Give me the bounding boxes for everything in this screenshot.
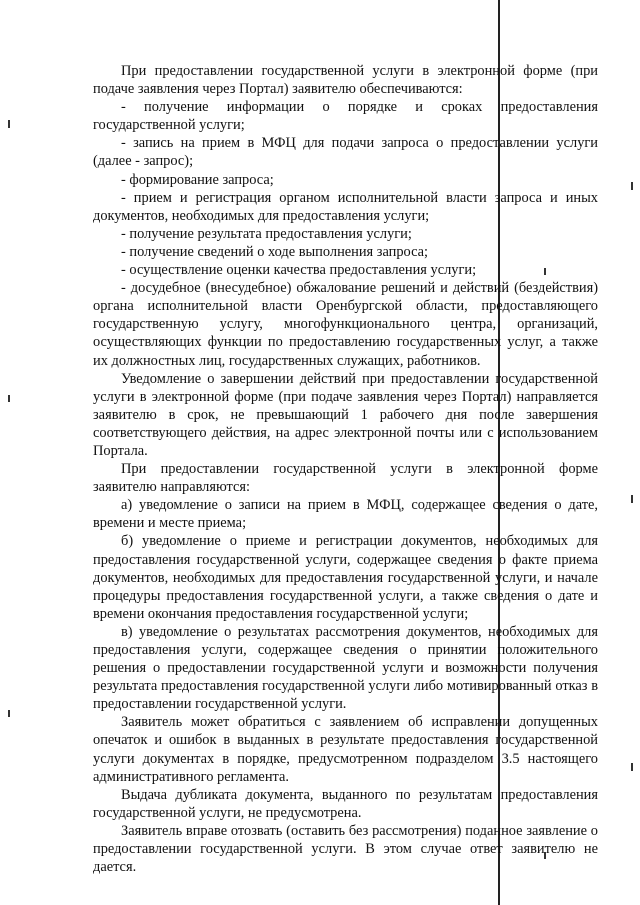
paragraph: Выдача дубликата документа, выданного по результатам предоставления государственной услуги, не предусмотрена.: [93, 786, 598, 821]
paragraph: При предоставлении государственной услуги в электронной форме заявителю направляются:: [93, 461, 598, 496]
list-item: - прием и регистрация органом исполнительной власти запроса и иных документов, необходимых для предоставления услуги;: [93, 189, 598, 224]
list-item: - получение сведений о ходе выполнения запроса;: [121, 243, 429, 260]
list-item: - досудебное (внесудебное) обжалование решений и действий (бездействия) органа исполнительной власти Оренбургской области, предоставляющего государственную услугу, многофункционального центра, организаций, осуществляющих функции по предоставлению государственных услуг, а также их должностных лиц, государственных служащих, работников.: [93, 280, 598, 369]
paragraph: Уведомление о завершении действий при предоставлении государственной услуги в электронной форме (при подаче заявления через Портал) направляется заявителю в срок, не превышающий 1 рабочего дня после завершения соответствующего действия, на адрес электронной почты или с использованием Портала.: [93, 370, 598, 459]
scan-speck: [8, 710, 10, 717]
list-item: - получение результата предоставления услуги;: [121, 225, 412, 242]
scan-speck: [8, 395, 10, 402]
list-item: а) уведомление о записи на прием в МФЦ, содержащее сведения о дате, времени и месте приема;: [93, 497, 598, 532]
scan-speck: [8, 120, 10, 128]
paragraph: Заявитель может обратиться с заявлением об исправлении допущенных опечаток и ошибок в выданных в результате предоставления государственной услуги документах в порядке, предусмотренном подразделом 3.5 настоящего административного регламента.: [93, 714, 598, 785]
scan-speck: [631, 495, 633, 503]
document-body: [93, 62, 598, 876]
scan-speck: [631, 763, 633, 771]
list-item: - формирование запроса;: [121, 171, 274, 188]
paragraph: Заявитель вправе отозвать (оставить без рассмотрения) поданное заявление о предоставлении государственной услуги. В этом случае ответ заявителю не дается.: [93, 822, 598, 876]
paragraph: При предоставлении государственной услуги в электронной форме (при подаче заявления через Портал) заявителю обеспечиваются:: [93, 63, 598, 98]
scan-speck: [631, 182, 633, 190]
list-item: в) уведомление о результатах рассмотрения документов, необходимых для предоставления услуги, содержащее сведения о принятии положительного решения о предоставлении государственной услуги и возможности получения результата предоставления государственной услуги либо мотивированный отказ в предоставлении государственной услуги.: [93, 623, 598, 713]
list-item: - запись на прием в МФЦ для подачи запроса о предоставлении услуги (далее - запрос);: [93, 135, 598, 170]
list-item: - осуществление оценки качества предоставления услуги;: [121, 262, 477, 279]
list-item: - получение информации о порядке и сроках предоставления государственной услуги;: [93, 99, 598, 134]
list-item: б) уведомление о приеме и регистрации документов, необходимых для предоставления государственной услуги, содержащее сведения о факте приема документов, необходимых для предоставления государственной услуги, и начале процедуры предоставления государственной услуги, а также сведения о дате и времени окончания предоставления государственной услуги;: [93, 533, 598, 622]
